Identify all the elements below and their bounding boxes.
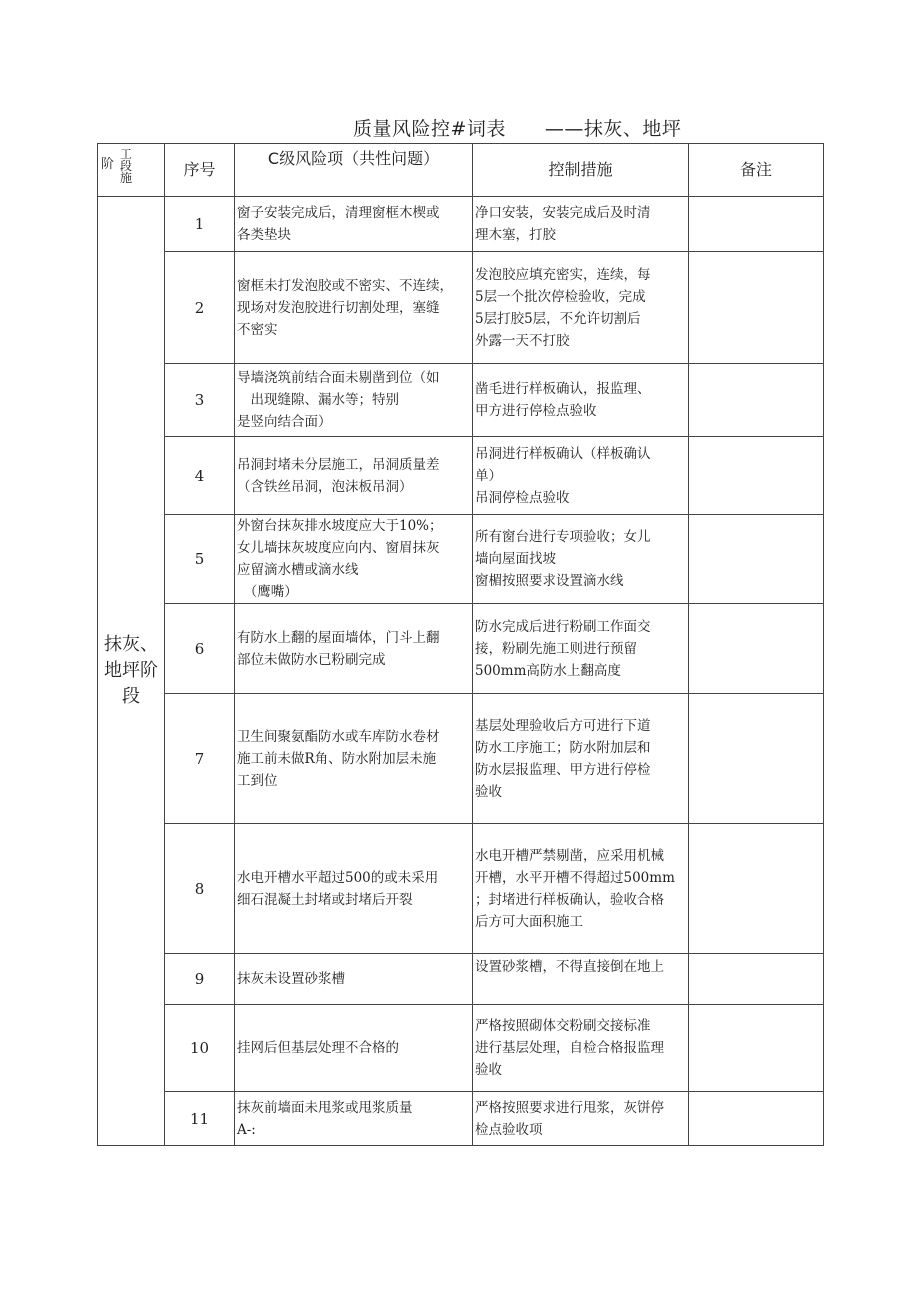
row-no: 5 — [165, 515, 235, 604]
row-no: 10 — [165, 1005, 235, 1092]
row-control: 防水完成后进行粉刷工作面交 接，粉刷先施工则进行预留 500mm高防水上翻高度 — [473, 604, 689, 694]
table-row — [98, 197, 824, 252]
row-remark — [689, 515, 824, 604]
table-row — [98, 1092, 824, 1146]
row-remark — [689, 824, 824, 954]
row-no: 6 — [165, 604, 235, 694]
row-item: 水电开槽水平超过500的或未采用 细石混凝土封堵或封堵后开裂 — [235, 824, 473, 954]
header-no: 序号 — [165, 144, 235, 197]
table-row — [98, 1005, 824, 1092]
row-remark — [689, 197, 824, 252]
row-no: 11 — [165, 1092, 235, 1146]
row-item: 抹灰前墙面未甩浆或甩浆质量 A-: — [235, 1092, 473, 1146]
table-row — [98, 604, 824, 694]
row-item: 抹灰未设置砂浆槽 — [235, 954, 473, 1005]
table-row — [98, 824, 824, 954]
row-item: 窗子安装完成后，清理窗框木楔或 各类垫块 — [235, 197, 473, 252]
row-remark — [689, 604, 824, 694]
row-item: 卫生间聚氨酯防水或车库防水卷材 施工前未做R角、防水附加层未施 工到位 — [235, 694, 473, 824]
header-remark: 备注 — [689, 144, 824, 197]
row-remark — [689, 252, 824, 364]
row-control: 净口安装，安装完成后及时清 理木塞，打胶 — [473, 197, 689, 252]
row-remark — [689, 364, 824, 437]
table-row — [98, 694, 824, 824]
row-control: 严格按照砌体交粉刷交接标准 进行基层处理，自检合格报监理 验收 — [473, 1005, 689, 1092]
row-control: 基层处理验收后方可进行下道 防水工序施工；防水附加层和 防水层报监理、甲方进行停检 验收 — [473, 694, 689, 824]
row-control: 严格按照要求进行甩浆，灰饼停 检点验收项 — [473, 1092, 689, 1146]
table-row — [98, 954, 824, 1005]
table-row — [98, 252, 824, 364]
header-row — [98, 144, 824, 197]
row-item: 有防水上翻的屋面墙体，门斗上翻 部位未做防水已粉刷完成 — [235, 604, 473, 694]
row-item: 导墙浇筑前结合面未剔凿到位（如 出现缝隙、漏水等；特别 是竖向结合面） — [235, 364, 473, 437]
stage-label: 抹灰、 地坪阶 段 — [98, 197, 165, 1146]
row-no: 8 — [165, 824, 235, 954]
row-control: 所有窗台进行专项验收；女儿 墙向屋面找坡 窗楣按照要求设置滴水线 — [473, 515, 689, 604]
header-stage — [98, 144, 165, 197]
row-no: 7 — [165, 694, 235, 824]
header-stage-a: 阶 — [101, 157, 115, 172]
row-control: 水电开槽严禁剔凿，应采用机械 开槽，水平开槽不得超过500mm ；封堵进行样板确认，验收合格 后方可大面积施工 — [473, 824, 689, 954]
row-item: 外窗台抹灰排水坡度应大于10%； 女儿墙抹灰坡度应向内、窗眉抹灰 应留滴水槽或滴水线 （鹰嘴） — [235, 515, 473, 604]
row-control: 设置砂浆槽，不得直接倒在地上 — [473, 954, 689, 1005]
row-remark — [689, 694, 824, 824]
row-item: 窗框未打发泡胶或不密实、不连续， 现场对发泡胶进行切割处理，塞缝 不密实 — [235, 252, 473, 364]
header-item: C级风险项（共性问题） — [235, 144, 473, 197]
row-remark — [689, 954, 824, 1005]
risk-control-table — [97, 143, 824, 1146]
table-row — [98, 364, 824, 437]
row-item: 挂网后但基层处理不合格的 — [235, 1005, 473, 1092]
row-remark — [689, 1005, 824, 1092]
header-stage-b: 工 段 施 — [119, 147, 132, 185]
page-title: 质量风险控#词表 ——抹灰、地坪 — [353, 118, 682, 140]
row-no: 1 — [165, 197, 235, 252]
row-no: 4 — [165, 437, 235, 515]
row-remark — [689, 1092, 824, 1146]
table-row — [98, 437, 824, 515]
row-no: 3 — [165, 364, 235, 437]
row-remark — [689, 437, 824, 515]
row-no: 9 — [165, 954, 235, 1005]
row-item: 吊洞封堵未分层施工，吊洞质量差 （含铁丝吊洞，泡沫板吊洞） — [235, 437, 473, 515]
row-control: 发泡胶应填充密实，连续，每 5层一个批次停检验收，完成 5层打胶5层，不允许切割后 外露一天不打胶 — [473, 252, 689, 364]
row-control: 凿毛进行样板确认，报监理、 甲方进行停检点验收 — [473, 364, 689, 437]
header-control: 控制措施 — [473, 144, 689, 197]
table-row — [98, 515, 824, 604]
row-no: 2 — [165, 252, 235, 364]
row-control: 吊洞进行样板确认（样板确认 单） 吊洞停检点验收 — [473, 437, 689, 515]
